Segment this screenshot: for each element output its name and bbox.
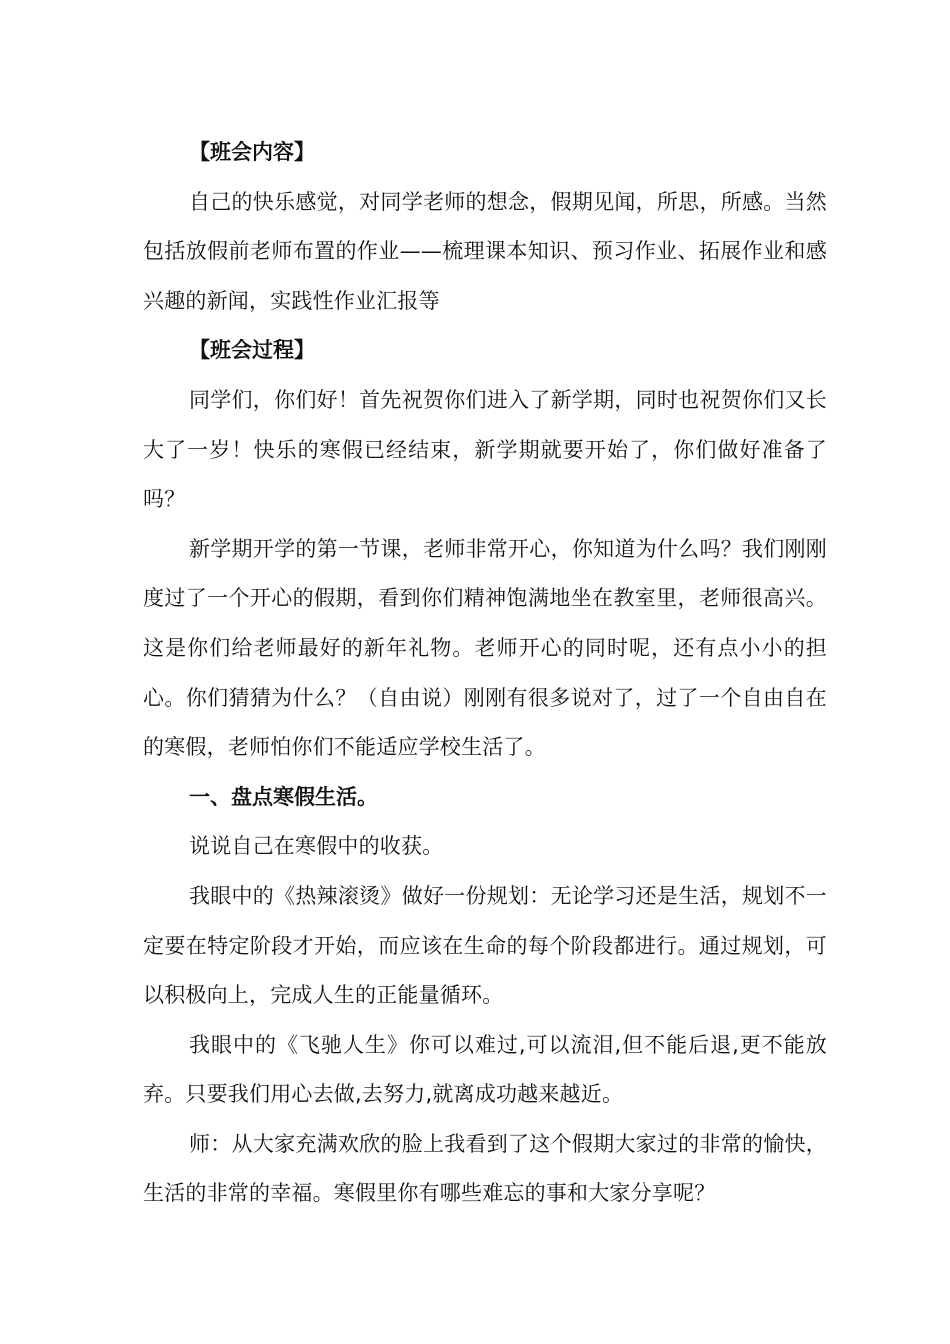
paragraph: 师：从大家充满欢欣的脸上我看到了这个假期大家过的非常的愉快，生活的非常的幸福。寒假里你有哪些难忘的事和大家分享呢？ [143, 1131, 827, 1206]
section-heading-content: 【班会内容】 [189, 140, 315, 164]
paragraph: 同学们，你们好！首先祝贺你们进入了新学期，同时也祝贺你们又长大了一岁！快乐的寒假已经结束，新学期就要开始了，你们做好准备了吗？ [143, 387, 827, 512]
paragraph: 我眼中的《飞驰人生》你可以难过,可以流泪,但不能后退,更不能放弃。只要我们用心去做,去努力,就离成功越来越近。 [143, 1032, 827, 1107]
section-heading-process: 【班会过程】 [189, 338, 315, 363]
paragraph: 我眼中的《热辣滚烫》做好一份规划：无论学习还是生活，规划不一定要在特定阶段才开始，而应该在生命的每个阶段都进行。通过规划，可以积极向上，完成人生的正能量循环。 [143, 883, 827, 1008]
section-heading-review: 一、盘点寒假生活。 [189, 784, 378, 809]
paragraph: 自己的快乐感觉，对同学老师的想念，假期见闻，所思，所感。当然包括放假前老师布置的作业——梳理课本知识、预习作业、拓展作业和感兴趣的新闻，实践性作业汇报等 [143, 189, 827, 313]
document-body [143, 128, 827, 1219]
paragraph: 新学期开学的第一节课，老师非常开心，你知道为什么吗？我们刚刚度过了一个开心的假期，看到你们精神饱满地坐在教室里，老师很高兴。这是你们给老师最好的新年礼物。老师开心的同时呢，还有点小小的担心。你们猜猜为什么？（自由说）刚刚有很多说对了，过了一个自由自在的寒假，老师怕你们不能适应学校生活了。 [143, 536, 827, 760]
paragraph: 说说自己在寒假中的收获。 [189, 834, 444, 859]
